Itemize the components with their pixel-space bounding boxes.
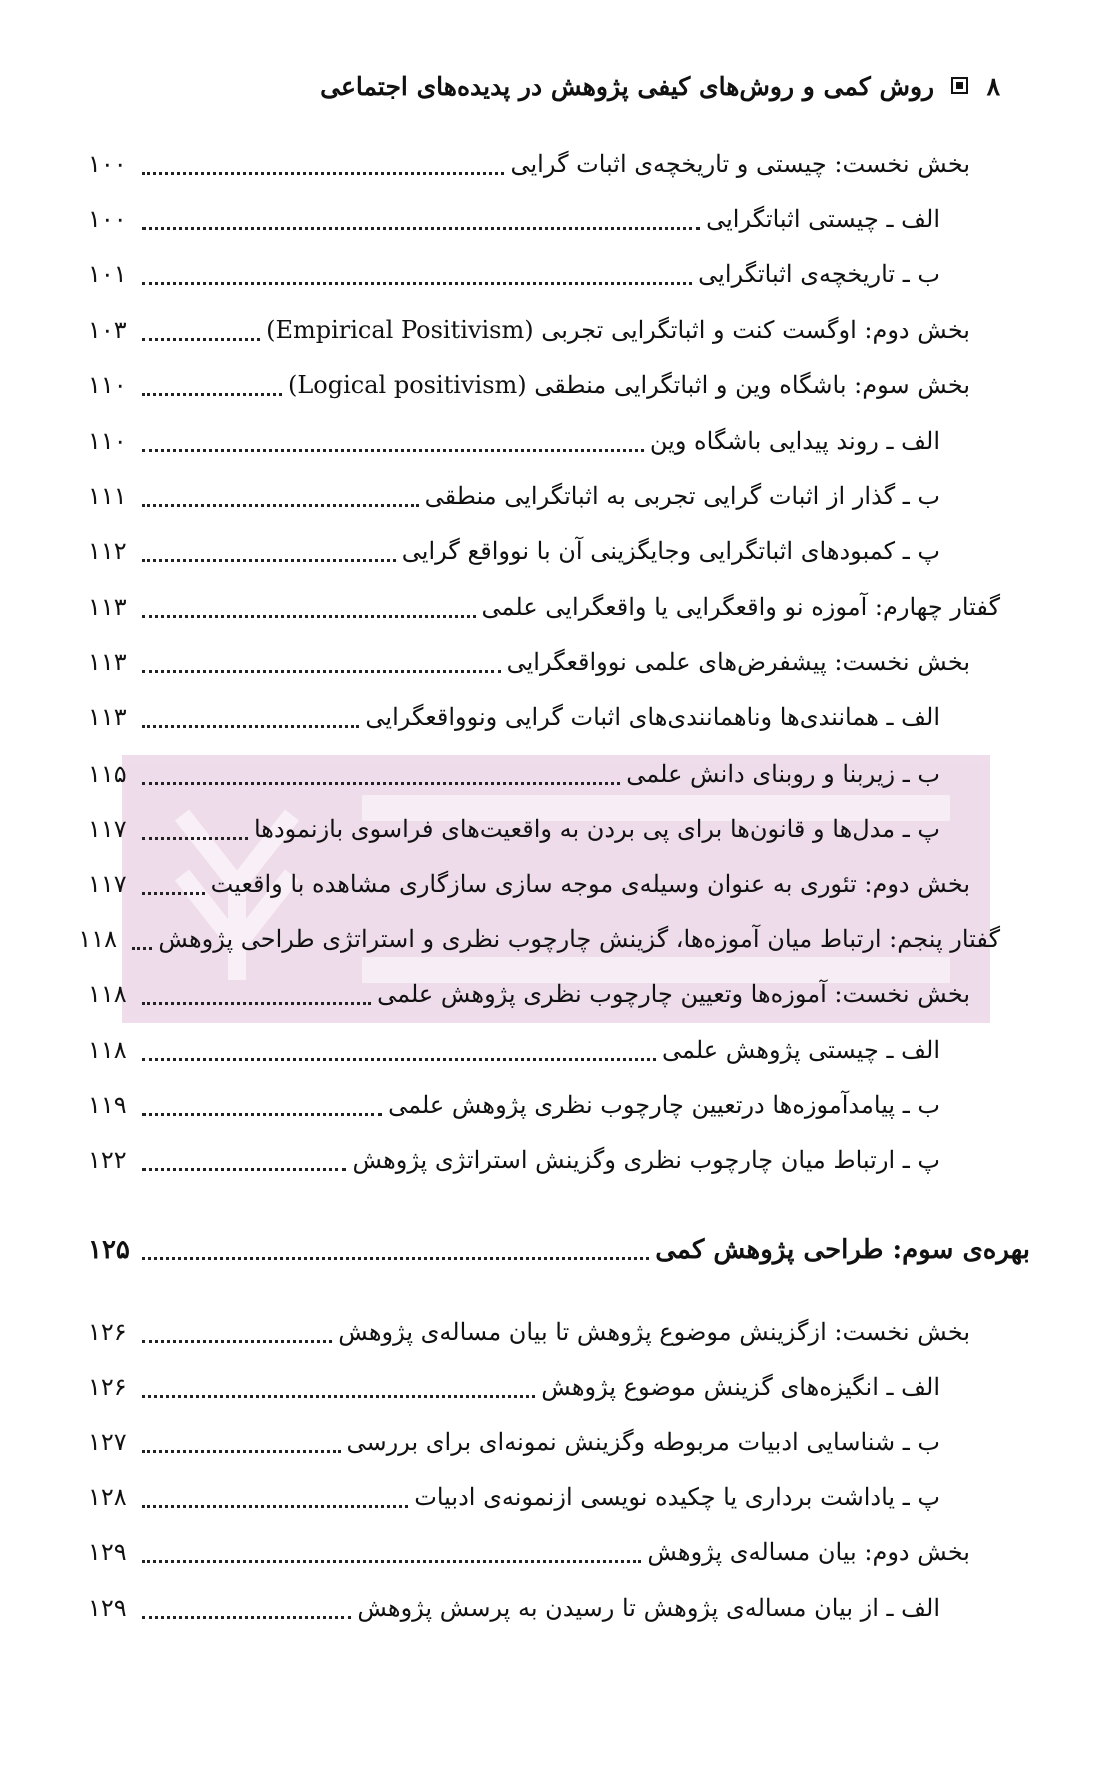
toc-entry-page: ۱۲۵ [88,1235,130,1265]
toc-entry-title: الف ـ انگیزه‌های گزینش موضوع پژوهش [541,1373,940,1401]
dot-leader [132,947,152,950]
toc-entry-title: ب ـ زیربنا و روبنای دانش علمی [626,760,940,788]
toc-entry-title: بخش نخست: ازگزینش موضوع پژوهش تا بیان مساله‌ی پژوهش [338,1318,970,1346]
dot-leader [142,615,476,618]
page-number: ۸ [986,72,1000,101]
dot-leader [142,227,700,230]
toc-entry-title: ب ـ گذار از اثبات گرایی تجربی به اثباتگرایی منطقی [424,482,940,510]
toc-entry[interactable] [88,1318,970,1352]
toc-entry-title: گفتار پنجم: ارتباط میان آموزه‌ها، گزینش چارچوب نظری و استراتژی طراحی پژوهش [158,925,1000,953]
toc-entry-title: بخش دوم: بیان مساله‌ی پژوهش [647,1538,970,1566]
dot-leader [142,1340,332,1343]
dot-leader [142,1616,351,1619]
running-title: روش کمی و روش‌های کیفی پژوهش در پدیده‌های اجتماعی [320,72,935,101]
toc-entry-page: ۱۲۶ [88,1318,127,1346]
toc-entry[interactable] [78,925,1000,959]
toc-entry-page: ۱۱۸ [78,925,118,953]
toc-entry[interactable] [88,316,970,350]
toc-entry-page: ۱۱۳ [88,703,127,731]
toc-entry-page: ۱۱۳ [88,648,127,676]
toc-entry-page: ۱۱۵ [88,760,127,788]
dot-leader [142,172,504,175]
toc-entry-title: گفتار چهارم: آموزه نو واقعگرایی یا واقعگرایی علمی [481,593,1000,621]
toc-entry[interactable] [88,1594,940,1628]
toc-entry[interactable] [88,482,940,516]
toc-entry-page: ۱۰۰ [88,150,127,178]
toc-entry-page: ۱۲۹ [88,1594,127,1622]
toc-entry-title: بخش نخست: چیستی و تاریخچه‌ی اثبات گرایی [510,150,970,178]
dot-leader [142,504,419,507]
toc-entry-page: ۱۱۷ [88,870,127,898]
toc-entry-title: پ ـ یاداشت برداری یا چکیده نویسی ازنمونه‌ی ادبیات [414,1483,940,1511]
toc-entry-page: ۱۱۷ [88,815,127,843]
toc-entry-title: الف ـ همانندی‌ها وناهمانندی‌های اثبات گرایی ونوواقعگرایی [365,703,940,731]
dot-leader [142,1257,649,1260]
toc-entry-title: ب ـ شناسایی ادبیات مربوطه وگزینش نمونه‌ای برای بررسی [346,1428,940,1456]
toc-entry[interactable] [88,648,970,682]
dot-leader [142,1058,656,1061]
dot-leader [142,725,359,728]
dot-leader [142,1450,341,1453]
toc-entry-title: بخش نخست: آموزه‌ها وتعیین چارچوب نظری پژوهش علمی [377,980,970,1008]
toc-entry-page: ۱۲۷ [88,1428,127,1456]
dot-leader [142,1168,346,1171]
toc-entry[interactable] [88,980,970,1014]
toc-entry-title: الف ـ روند پیدایی باشگاه وین [649,427,940,455]
toc-entry-title: الف ـ چیستی اثباتگرایی [706,205,940,233]
toc-entry-title: بخش دوم: تئوری به عنوان وسیله‌ی موجه سازی سازگاری مشاهده با واقعیت [210,870,970,898]
toc-entry[interactable] [88,1538,970,1572]
toc-entry-page: ۱۰۰ [88,205,127,233]
dot-leader [142,1560,641,1563]
toc-entry[interactable] [88,1428,940,1462]
toc-entry-page: ۱۱۸ [88,980,127,1008]
toc-entry[interactable] [88,1373,940,1407]
dot-leader [142,837,248,840]
toc-entry-page: ۱۱۸ [88,1036,127,1064]
toc-entry-title: پ ـ ارتباط میان چارچوب نظری وگزینش استراتژی پژوهش [352,1146,940,1174]
toc-entry-title: بخش سوم: باشگاه وین و اثباتگرایی منطقی (Logical positivism) [287,371,970,399]
toc-entry[interactable] [88,537,940,571]
toc-entry[interactable] [88,1091,940,1125]
toc-part-heading[interactable] [88,1235,1030,1269]
toc-entry[interactable] [88,703,940,737]
toc-entry[interactable] [88,150,970,184]
dot-leader [142,393,282,396]
toc-entry-page: ۱۱۲ [88,537,127,565]
toc-entry-title: بخش دوم: اوگست کنت و اثباتگرایی تجربی (Empirical Positivism) [266,316,970,344]
toc-entry[interactable] [88,815,940,849]
toc-entry-page: ۱۲۸ [88,1483,127,1511]
toc-entry-title: بهره‌ی سوم: طراحی پژوهش کمی [655,1235,1030,1265]
dot-leader [142,1505,408,1508]
dot-leader [142,670,501,673]
toc-entry[interactable] [88,1483,940,1517]
toc-entry[interactable] [88,260,940,294]
dot-leader [142,338,260,341]
toc-entry-page: ۱۱۰ [88,371,127,399]
dot-leader [142,559,396,562]
toc-entry[interactable] [88,427,940,461]
toc-entry[interactable] [88,760,940,794]
dot-leader [142,782,620,785]
toc-entry-title: پ ـ کمبودهای اثباتگرایی وجایگزینی آن با نوواقع گرایی [401,537,940,565]
toc-entry-page: ۱۰۳ [88,316,127,344]
toc-entry-page: ۱۱۳ [88,593,127,621]
toc-entry-page: ۱۱۰ [88,427,127,455]
toc-entry-title: بخش نخست: پیشفرض‌های علمی نوواقعگرایی [506,648,970,676]
dot-leader [142,1395,535,1398]
toc-entry[interactable] [88,371,970,405]
dot-leader [142,1002,371,1005]
toc-entry-title: پ ـ مدل‌ها و قانون‌ها برای پی بردن به واقعیت‌های فراسوی بازنمودها [253,815,940,843]
toc-entry-title: ب ـ پیامدآموزه‌ها درتعیین چارچوب نظری پژوهش علمی [388,1091,940,1119]
toc-entry[interactable] [88,1036,940,1070]
toc-entry-page: ۱۰۱ [88,260,127,288]
dot-leader [142,892,205,895]
toc-entry-page: ۱۱۹ [88,1091,127,1119]
dot-leader [142,1113,382,1116]
toc-entry-title: الف ـ چیستی پژوهش علمی [661,1036,940,1064]
toc-entry-title: الف ـ از بیان مساله‌ی پژوهش تا رسیدن به پرسش پژوهش [357,1594,940,1622]
toc-entry[interactable] [88,593,1000,627]
toc-entry-page: ۱۲۲ [88,1146,127,1174]
toc-entry[interactable] [88,1146,940,1180]
toc-entry-page: ۱۱۱ [88,482,127,510]
toc-entry[interactable] [88,870,970,904]
toc-entry-title: ب ـ تاریخچه‌ی اثباتگرایی [698,260,940,288]
dot-leader [142,449,644,452]
toc-entry-page: ۱۲۶ [88,1373,127,1401]
toc-entry-page: ۱۲۹ [88,1538,127,1566]
dot-leader [142,282,692,285]
toc-entry[interactable] [88,205,940,239]
